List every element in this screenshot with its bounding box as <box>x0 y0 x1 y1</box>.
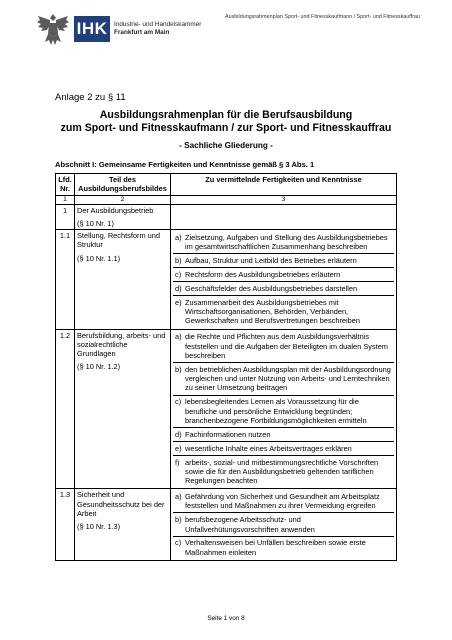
skill-item-text: Zusammenarbeit des Ausbildungsbetriebes mit Wirtschaftsorganisationen, Behörden, Verbänden, Gewerkschaften und Berufsvertretungen beschreiben <box>185 297 361 326</box>
row-number: 1.1 <box>56 230 75 329</box>
table-row <box>56 489 397 561</box>
document-subtitle: - Sachliche Gliederung - <box>179 141 273 150</box>
table-body <box>56 204 397 560</box>
skill-item-text: Geschäftsfelder des Ausbildungsbetriebes darstellen <box>185 283 358 293</box>
skill-item <box>173 231 394 254</box>
ihk-logo <box>36 10 201 48</box>
skill-item-letter: d) <box>175 283 182 293</box>
row-teil-cell <box>75 329 171 489</box>
row-skills-cell <box>171 329 397 489</box>
skill-item-letter: d) <box>175 429 182 439</box>
row-paragraph-ref: (§ 10 Nr. 1.1) <box>77 253 121 263</box>
skill-item <box>173 428 394 442</box>
row-paragraph-ref: (§ 10 Nr. 1.3) <box>77 522 121 532</box>
skill-item-text: den betrieblichen Ausbildungsplan mit der Ausbildungsordnung vergleichen und unter Nutzung von Arbeits- und Lerntechniken zu seiner Umsetzung beitragen <box>185 364 391 393</box>
skill-item-letter: a) <box>175 332 182 342</box>
row-teil-label: Der Ausbildungsbetrieb <box>77 205 154 215</box>
column-number: 3 <box>171 195 397 204</box>
skill-item-letter: b) <box>175 515 182 525</box>
skill-item-letter: b) <box>175 256 182 266</box>
skill-item-text: arbeits-, sozial- und mitbestimmungsrechtliche Vorschriften sowie die für den Ausbildungsbetrieb geltenden tariflichen Regelungen beachten <box>185 457 379 486</box>
table-header-row <box>56 174 397 196</box>
skill-item-text: Verhaltensweisen bei Unfällen beschreiben sowie erste Maßnahmen einleiten <box>185 538 366 557</box>
skill-item-text: wesentliche Inhalte eines Arbeitsvertrages erklären <box>185 443 352 453</box>
skill-item <box>173 396 394 428</box>
anlage-label: Anlage 2 zu § 11 <box>55 92 126 103</box>
column-number: 1 <box>56 195 75 204</box>
column-header-fertigkeiten: Zu vermittelnde Fertigkeiten und Kenntnisse <box>171 174 397 196</box>
row-skills-cell <box>171 230 397 329</box>
document-title <box>0 109 452 135</box>
page-header <box>0 0 452 60</box>
skill-item <box>173 456 394 487</box>
skill-item-text: Aufbau, Struktur und Leitbild des Betriebes erläutern <box>185 256 357 266</box>
organization-line-2: Frankfurt am Main <box>114 29 170 36</box>
page-footer: Seite 1 von 8 <box>207 615 245 622</box>
column-header-lfd: Lfd. <box>58 175 72 184</box>
row-teil-cell <box>75 489 171 561</box>
skill-item-text: Gefährdung von Sicherheit und Gesundheit am Arbeitsplatz feststellen und Maßnahmen zu ihrer Vermeidung ergreifen <box>185 492 380 511</box>
skill-item <box>173 268 394 282</box>
row-paragraph-ref: (§ 10 Nr. 1.2) <box>77 362 121 372</box>
skill-item-text: berufsbezogene Arbeitsschutz- und Unfallverhütungsvorschriften anwenden <box>185 515 315 534</box>
skill-item <box>173 282 394 296</box>
skill-item <box>173 254 394 268</box>
skill-item <box>173 442 394 456</box>
organization-name <box>114 21 201 37</box>
row-skills-cell <box>171 489 397 561</box>
table-row <box>56 329 397 489</box>
skill-item-letter: c) <box>175 538 182 548</box>
skill-item <box>173 363 394 395</box>
skill-item-text: Rechtsform des Ausbildungsbetriebes erläutern <box>185 270 341 280</box>
table-row <box>56 204 397 230</box>
row-teil-label: Stellung, Rechtsform und Struktur <box>77 231 160 250</box>
row-number: 1.2 <box>56 329 75 489</box>
column-number: 2 <box>75 195 171 204</box>
column-header-teil-line-1: Teil des <box>109 175 136 184</box>
ihk-logo-box <box>74 16 110 42</box>
skill-item-text: Fachinformationen nutzen <box>185 429 271 439</box>
column-header-lfd-nr <box>56 174 75 196</box>
row-teil-label: Berufsbildung, arbeits- und sozialrechtliche Grundlagen <box>77 330 166 359</box>
skill-item-letter: f) <box>175 457 180 467</box>
row-paragraph-ref: (§ 10 Nr. 1) <box>77 218 114 228</box>
eagle-emblem-icon <box>36 10 70 48</box>
row-teil-cell <box>75 230 171 329</box>
column-header-teil <box>75 174 171 196</box>
skill-item-text: lebensbegleitendes Lernen als Voraussetzung für die berufliche und persönliche Entwicklung begründen; branchenbezogene Fortbildungsmöglichkeiten ermitteln <box>185 397 367 425</box>
table-row <box>56 230 397 329</box>
skill-item-text: Zielsetzung, Aufgaben und Stellung des Ausbildungsbetriebes im gesamtwirtschaftlichen Zusammenhang beschreiben <box>185 232 388 252</box>
section-heading: Abschnitt I: Gemeinsame Fertigkeiten und Kenntnisse gemäß § 3 Abs. 1 <box>55 160 315 169</box>
skill-item-letter: a) <box>175 232 182 242</box>
column-header-nr: Nr. <box>60 184 70 194</box>
skill-item <box>173 513 394 536</box>
row-number: 1.3 <box>56 489 75 561</box>
skill-item-letter: e) <box>175 443 182 453</box>
skill-item-letter: a) <box>175 492 182 502</box>
title-line-1: Ausbildungsrahmenplan für die Berufsausbildung <box>99 109 353 121</box>
skill-item-letter: c) <box>175 397 182 407</box>
row-teil-label: Sicherheit und Gesundheitsschutz bei der Arbeit <box>77 490 165 518</box>
skill-item-letter: e) <box>175 297 182 307</box>
ihk-logo-text: IHK <box>76 19 108 38</box>
row-skills-cell <box>171 204 397 230</box>
skill-item-text: die Rechte und Pflichten aus dem Ausbildungsverhältnis feststellen und die Aufgaben der Beteiligten im dualen System beschreiben <box>185 332 388 360</box>
title-line-2: zum Sport- und Fitnesskaufmann / zur Sport- und Fitnesskauffrau <box>60 122 392 134</box>
organization-line-1: Industrie- und Handelskammer <box>114 21 202 28</box>
training-plan-table <box>55 173 397 561</box>
skill-item <box>173 331 394 363</box>
row-teil-cell <box>75 204 171 230</box>
column-header-teil-line-2: Ausbildungsberufsbildes <box>78 184 167 194</box>
skill-item-letter: b) <box>175 364 182 374</box>
skill-item <box>173 490 394 513</box>
row-number: 1 <box>56 204 75 230</box>
column-number-row <box>56 195 397 204</box>
skill-item <box>173 537 394 559</box>
running-head: Ausbildungsrahmenplan Sport- und Fitnesskaufmann / Sport- und Fitnesskauffrau <box>225 14 420 20</box>
skill-item-letter: c) <box>175 270 182 280</box>
skill-item <box>173 296 394 327</box>
